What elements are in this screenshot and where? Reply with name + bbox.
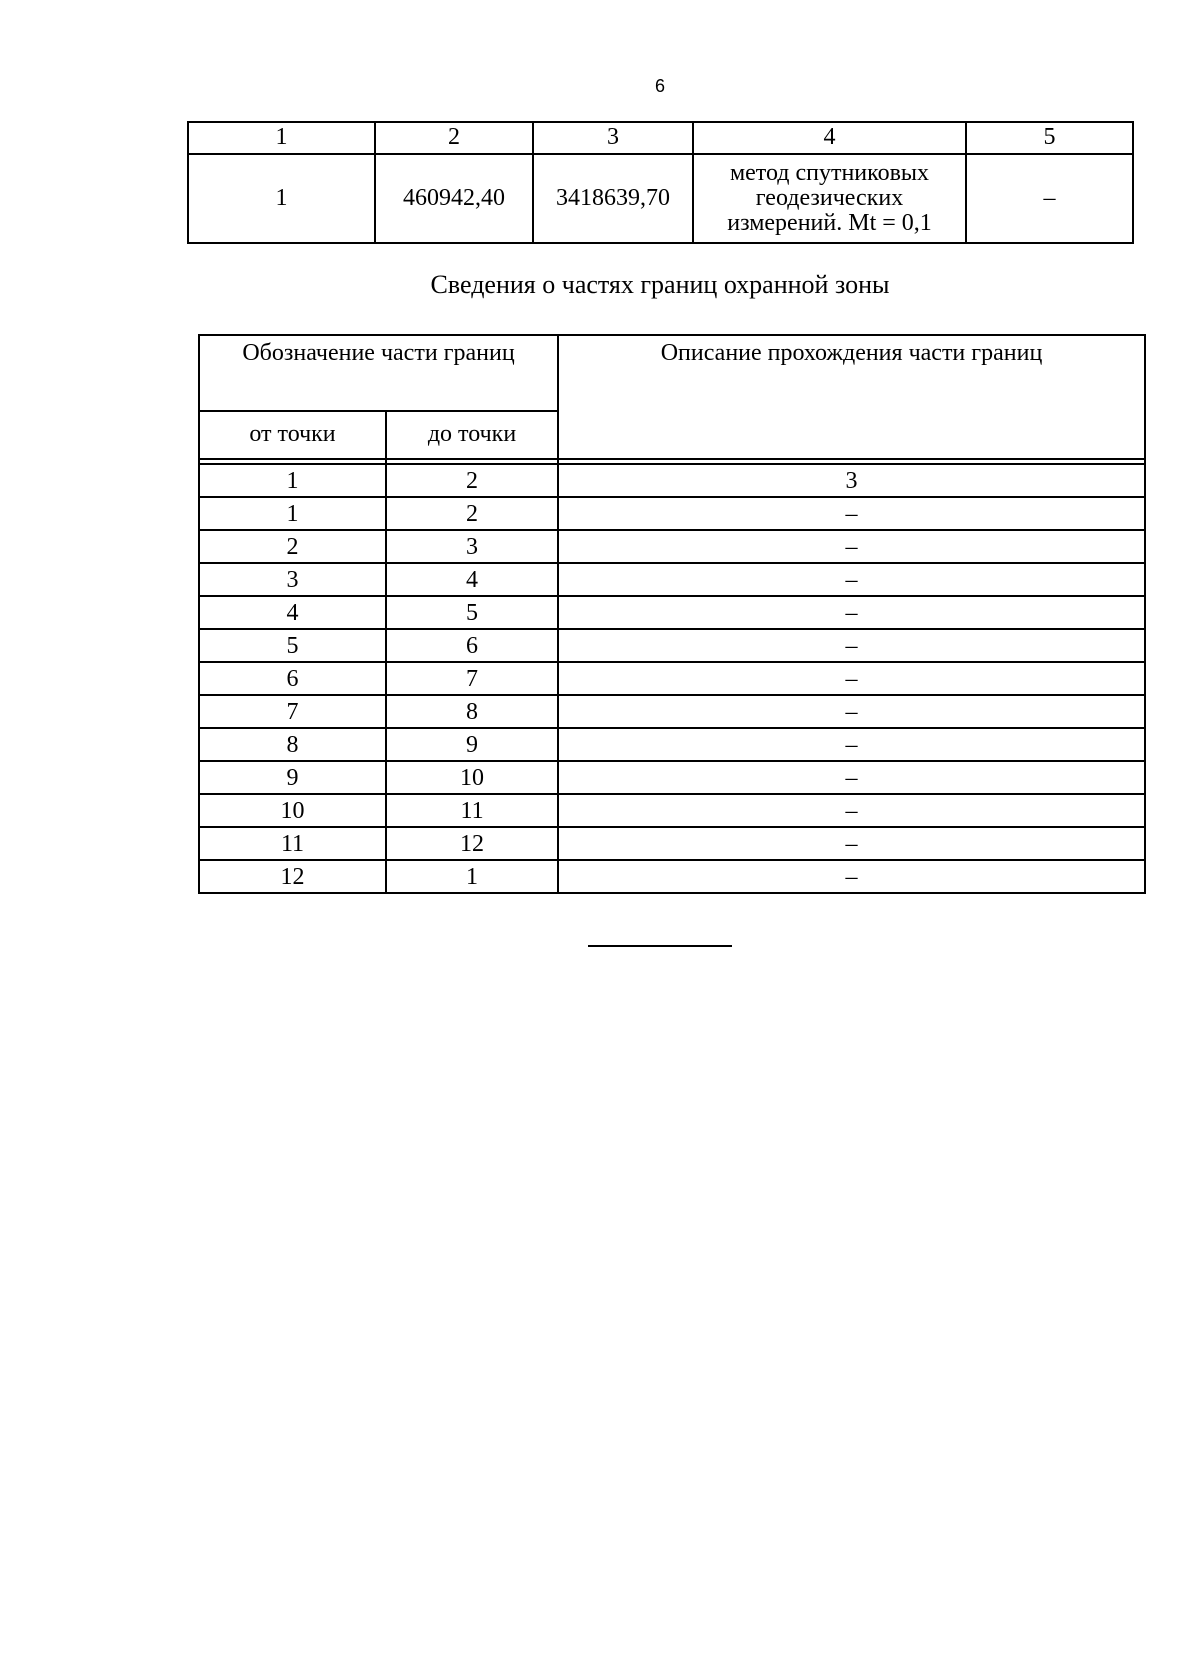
coordinates-table	[187, 121, 1134, 244]
x-coordinate-cell: 460942,40	[375, 154, 533, 243]
to-point-cell: 12	[386, 827, 558, 860]
parts-header-row	[199, 335, 1145, 411]
method-line: измерений. Mt = 0,1	[727, 210, 932, 237]
from-point-cell: 2	[199, 530, 386, 563]
method-cell	[693, 154, 966, 243]
description-cell: –	[558, 860, 1145, 893]
to-point-cell: 3	[386, 530, 558, 563]
column-number: 2	[386, 464, 558, 497]
description-cell: –	[558, 497, 1145, 530]
end-divider	[588, 945, 732, 947]
table-row	[199, 662, 1145, 695]
section-heading: Сведения о частях границ охранной зоны	[430, 270, 890, 299]
to-point-cell: 9	[386, 728, 558, 761]
from-point-cell: 9	[199, 761, 386, 794]
column-number: 5	[966, 122, 1133, 154]
to-point-cell: 7	[386, 662, 558, 695]
table-row	[199, 695, 1145, 728]
column-number-row	[199, 464, 1145, 497]
column-number: 3	[558, 464, 1145, 497]
to-point-cell: 5	[386, 596, 558, 629]
table-row	[199, 860, 1145, 893]
description-header: Описание прохождения части границ	[558, 335, 1145, 459]
column-number: 1	[199, 464, 386, 497]
description-cell: –	[558, 827, 1145, 860]
column-number: 3	[533, 122, 693, 154]
description-cell: –	[558, 728, 1145, 761]
coordinates-header-row	[188, 122, 1133, 154]
column-number: 4	[693, 122, 966, 154]
to-point-cell: 10	[386, 761, 558, 794]
description-cell: –	[558, 563, 1145, 596]
table-row	[199, 761, 1145, 794]
page-number: 6	[654, 76, 665, 96]
table-row	[199, 827, 1145, 860]
table-row	[199, 728, 1145, 761]
from-point-cell: 8	[199, 728, 386, 761]
from-point-cell: 1	[199, 497, 386, 530]
table-row	[199, 596, 1145, 629]
description-cell: –	[558, 794, 1145, 827]
from-point-cell: 6	[199, 662, 386, 695]
designation-header: Обозначение части границ	[199, 335, 558, 411]
from-point-cell: 3	[199, 563, 386, 596]
from-point-cell: 4	[199, 596, 386, 629]
parts-table-body	[199, 464, 1145, 893]
table-row	[199, 530, 1145, 563]
to-point-cell: 4	[386, 563, 558, 596]
from-point-cell: 11	[199, 827, 386, 860]
to-point-cell: 2	[386, 497, 558, 530]
from-point-cell: 12	[199, 860, 386, 893]
description-cell: –	[558, 530, 1145, 563]
from-point-cell: 10	[199, 794, 386, 827]
description-cell: –	[558, 695, 1145, 728]
from-point-header: от точки	[199, 411, 386, 459]
from-point-cell: 5	[199, 629, 386, 662]
point-number-cell: 1	[188, 154, 375, 243]
description-cell: –	[558, 662, 1145, 695]
to-point-header: до точки	[386, 411, 558, 459]
table-row	[199, 563, 1145, 596]
description-cell: –	[558, 629, 1145, 662]
to-point-cell: 6	[386, 629, 558, 662]
to-point-cell: 11	[386, 794, 558, 827]
description-cell: –	[558, 761, 1145, 794]
description-cell: –	[558, 596, 1145, 629]
note-cell: –	[966, 154, 1133, 243]
method-line: метод спутниковых	[729, 159, 930, 186]
table-row	[188, 154, 1133, 243]
to-point-cell: 8	[386, 695, 558, 728]
y-coordinate-cell: 3418639,70	[533, 154, 693, 243]
table-row	[199, 629, 1145, 662]
boundary-parts-table	[198, 334, 1146, 894]
column-number: 2	[375, 122, 533, 154]
table-row	[199, 497, 1145, 530]
table-row	[199, 794, 1145, 827]
to-point-cell: 1	[386, 860, 558, 893]
from-point-cell: 7	[199, 695, 386, 728]
column-number: 1	[188, 122, 375, 154]
method-line: геодезических	[755, 184, 904, 211]
